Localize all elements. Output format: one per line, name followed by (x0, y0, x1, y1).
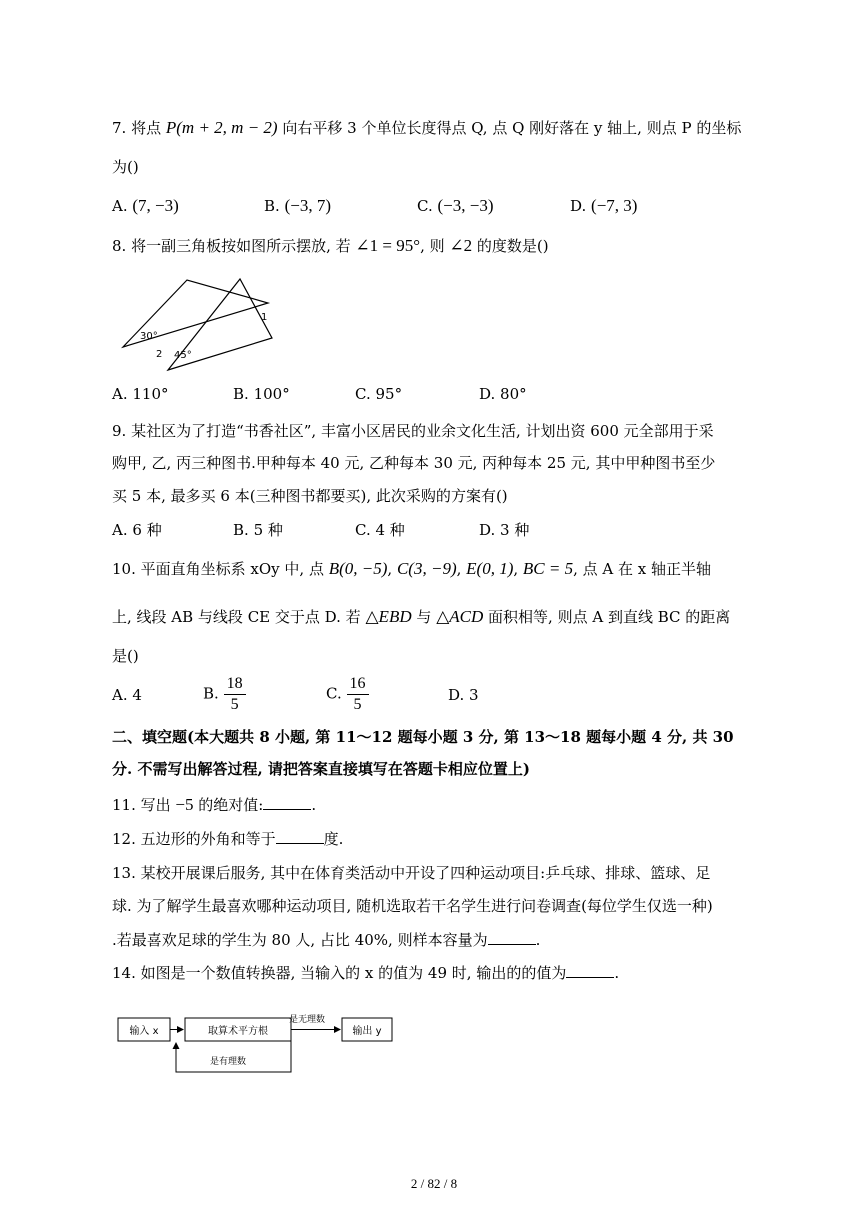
q13-line2: 球. 为了解学生最喜欢哪种运动项目, 随机选取若干名学生进行问卷调查(每位学生仅选一种) (112, 897, 713, 915)
q8-option-d: D. 80° (479, 385, 527, 403)
section-heading-cont: 分. 不需写出解答过程, 请把答案直接填写在答题卡相应位置上) (112, 760, 530, 778)
q9-option-c: C. 4 种 (355, 521, 405, 539)
q9-line1: 9. 某社区为了打造“书香社区”, 丰富小区居民的业余文化生活, 计划出资 600 元全部用于采 (112, 422, 714, 440)
q13-line1: 13. 某校开展课后服务, 其中在体育类活动中开设了四种运动项目:乒乓球、排球、篮球、足 (112, 864, 711, 882)
q10-option-d: D. 3 (448, 686, 479, 704)
triangle-rulers-figure (116, 272, 276, 376)
angle-30-label: 30° (140, 331, 158, 342)
answer-blank (276, 829, 324, 844)
output-label: 输出 y (352, 1026, 382, 1037)
point-c: C(3, −9) (396, 559, 457, 578)
q10-line2: 上, 线段 AB 与线段 CE 交于点 D. 若 △EBD 与 △ACD 面积相等, 则点 A 到直线 BC 的距离 (112, 607, 731, 626)
triangle-ebd: △EBD (365, 607, 412, 626)
angle-1-label: 1 (261, 312, 268, 323)
answer-blank (566, 963, 614, 978)
input-label: 输入 x (129, 1026, 159, 1037)
q9-option-b: B. 5 种 (233, 521, 283, 539)
process-label: 取算术平方根 (208, 1026, 268, 1037)
q8-line1: 8. 将一副三角板按如图所示摆放, 若 ∠1 = 95°, 则 ∠2 的度数是() (112, 236, 549, 255)
q7-text: 将点 (131, 119, 162, 137)
q10-line3: 是() (112, 647, 139, 665)
q12-line: 12. 五边形的外角和等于 度. (112, 830, 344, 848)
q7-option-d: D. (−7, 3) (570, 196, 638, 215)
q8-option-b: B. 100° (233, 385, 290, 403)
question-number: 7. (112, 119, 127, 137)
q7-line1 (112, 118, 741, 138)
q8-option-c: C. 95° (355, 385, 403, 403)
q8-option-a: A. 110° (112, 385, 169, 403)
q7-option-c: C. (−3, −3) (417, 196, 494, 215)
q9-option-d: D. 3 种 (479, 521, 530, 539)
point-e: E(0, 1) (466, 559, 514, 578)
page-number: 2 / 82 / 8 (410, 1176, 458, 1191)
q9-option-a: A. 6 种 (112, 521, 162, 539)
q11-line: 11. 写出 −5 的绝对值: . (112, 795, 317, 814)
number-converter-diagram (110, 1008, 400, 1078)
point-b: B(0, −5) (328, 559, 388, 578)
q8-given-angle: ∠1 = 95° (355, 236, 421, 255)
q10-line1: 10. 平面直角坐标系 xOy 中, 点 B(0, −5), C(3, −9), E(0, 1), BC = 5, 点 A 在 x 轴正半轴 (112, 559, 712, 578)
q7-option-a: A. (7, −3) (112, 196, 179, 215)
q7-text: 向右平移 3 个单位长度得点 Q, 点 Q 刚好落在 y 轴上, 则点 P 的坐标 (282, 119, 742, 137)
q9-line2: 购甲, 乙, 丙三种图书.甲种每本 40 元, 乙种每本 30 元, 丙种每本 25 元, 其中甲种图书至少 (112, 454, 716, 472)
q10-option-c: C. $\frac{16}{5}$ (326, 674, 369, 715)
rational-label: 是有理数 (209, 1057, 247, 1067)
q10-option-a: A. 4 (112, 686, 142, 704)
answer-blank (263, 795, 311, 810)
irrational-label: 是无理数 (288, 1015, 326, 1025)
q7-line2: 为() (112, 158, 139, 176)
q14-line: 14. 如图是一个数值转换器, 当输入的 x 的值为 49 时, 输出的的值为 . (112, 964, 620, 982)
segment-bc: BC = 5 (522, 559, 574, 578)
section-heading: 二、填空题(本大题共 8 小题, 第 11～12 题每小题 3 分, 第 13～18 题每小题 4 分, 共 30 (112, 728, 734, 746)
q7-option-b: B. (−3, 7) (264, 196, 331, 215)
angle-2-label: 2 (156, 349, 163, 360)
answer-blank (488, 930, 536, 945)
triangle-acd: △ACD (436, 607, 484, 626)
q7-point-expression: P(m + 2, m − 2) (165, 118, 278, 137)
fraction: $\frac{16}{5}$ (347, 674, 369, 715)
angle-45-label: 45° (174, 350, 192, 361)
fraction: $\frac{18}{5}$ (224, 674, 246, 715)
q9-line3: 买 5 本, 最多买 6 本(三种图书都要买), 此次采购的方案有() (112, 487, 508, 505)
q10-option-b: B. $\frac{18}{5}$ (203, 674, 246, 715)
q8-asked-angle: ∠2 (449, 236, 473, 255)
q13-line3: .若最喜欢足球的学生为 80 人, 占比 40%, 则样本容量为 . (112, 931, 541, 949)
